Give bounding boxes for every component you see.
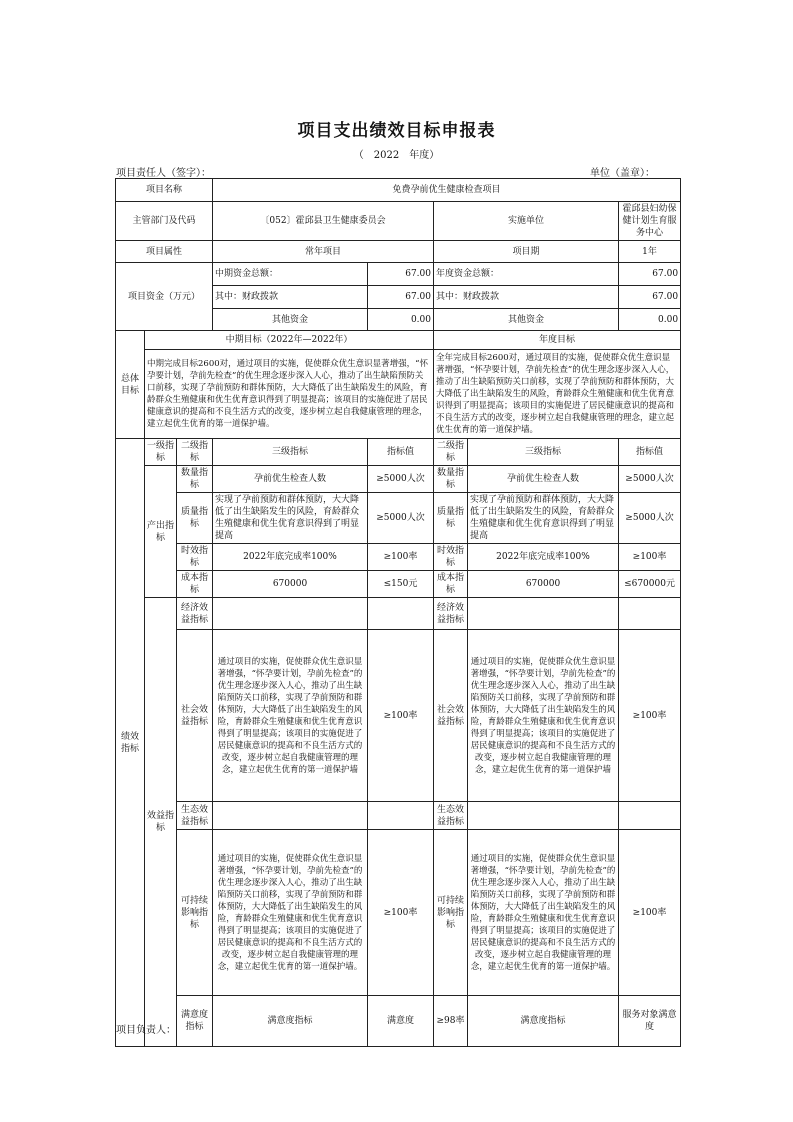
cost-label-year: 成本指标 xyxy=(434,571,468,598)
qty-label-year: 数量指标 xyxy=(434,466,468,493)
year-total-label: 年度资金总额： xyxy=(434,263,619,286)
footer-responsible: 项目负责人： xyxy=(116,1025,176,1036)
eco-label-year: 生态效益指标 xyxy=(434,802,468,830)
mid-qty: 孕前优生检查人数 xyxy=(213,466,368,493)
time-label-year: 时效指标 xyxy=(434,544,468,571)
sustain-label: 可持续影响指标 xyxy=(177,830,213,996)
year-cost: 670000 xyxy=(468,571,619,598)
social-label: 社会效益指标 xyxy=(177,630,213,802)
mid-econ-value xyxy=(368,598,434,630)
qty-label: 数量指标 xyxy=(177,466,213,493)
time-label: 时效指标 xyxy=(177,544,213,571)
dept-value: 〔052〕霍邱县卫生健康委员会 xyxy=(213,202,434,241)
year-sustain-value: ≥100率 xyxy=(619,830,681,996)
satisfaction-label: 满意度指标 xyxy=(177,996,213,1047)
year-fiscal-value: 67.00 xyxy=(619,286,681,309)
header-value: 指标值 xyxy=(368,439,434,466)
mid-total-value: 67.00 xyxy=(368,263,434,286)
mid-time-value: ≥100率 xyxy=(368,544,434,571)
year-time: 2022年底完成率100% xyxy=(468,544,619,571)
header-level2-year: 二级指标 xyxy=(434,439,468,466)
mid-social-value: ≥100率 xyxy=(368,630,434,802)
social-label-year: 社会效益指标 xyxy=(434,630,468,802)
year-other-label: 其他资金 xyxy=(434,309,619,331)
impl-label: 实施单位 xyxy=(434,202,619,241)
cost-label: 成本指标 xyxy=(177,571,213,598)
mid-cost-value: ≤150元 xyxy=(368,571,434,598)
sat-label-year: 满意度指标 xyxy=(468,996,619,1047)
year-quality: 实现了孕前预防和群体预防，大大降低了出生缺陷发生的风险，育龄群众生殖健康和优生优育意识得到了明显提高 xyxy=(468,493,619,544)
mid-quality: 实现了孕前预防和群体预防，大大降低了出生缺陷发生的风险，育龄群众生殖健康和优生优育意识得到了明显提高 xyxy=(213,493,368,544)
year-goal-text: 全年完成目标2600对，通过项目的实施，促使群众优生意识显著增强，“怀孕要计划，孕前先检查”的优生理念逐步深入人心，推动了出生缺陷预防关口前移，实现了孕前预防和群体预防，大大降低了出生缺陷发生的风险，育龄群众生殖健康和优生优育意识得到了明显提高；该项目的实施促进了居民健康意识的提高和不良生活方式的改变，逐步树立起自我健康管理的理念，建立起优生优育的第一道保护墙。 xyxy=(434,350,681,439)
period-label: 项目期 xyxy=(434,241,619,263)
eco-label: 生态效益指标 xyxy=(177,802,213,830)
year-qty: 孕前优生检查人数 xyxy=(468,466,619,493)
funds-label: 项目资金（万元） xyxy=(116,263,213,331)
year-social: 通过项目的实施，促使群众优生意识显著增强，“怀孕要计划，孕前先检查”的优生理念逐步深入人心，推动了出生缺陷预防关口前移，实现了孕前预防和群体预防，大大降低了出生缺陷发生的风险，育龄群众生殖健康和优生优育意识得到了明显提高；该项目的实施促进了居民健康意识的提高和不良生活方式的改变，逐步树立起自我健康管理的理念，建立起优生优育的第一道保护墙 xyxy=(468,630,619,802)
year-eco xyxy=(468,802,619,830)
year-cost-value: ≤670000元 xyxy=(619,571,681,598)
impl-value: 霍邱县妇幼保健计划生育服务中心 xyxy=(619,202,681,241)
output-label: 产出指标 xyxy=(145,466,177,598)
unit-seal-label: 单位（盖章）： xyxy=(590,168,655,179)
sustain-label-year: 可持续影响指标 xyxy=(434,830,468,996)
perf-label: 绩效指标 xyxy=(116,439,145,1047)
mid-other-label: 其他资金 xyxy=(213,309,368,331)
mid-social: 通过项目的实施，促使群众优生意识显著增强，“怀孕要计划，孕前先检查”的优生理念逐步深入人心，推动了出生缺陷预防关口前移，实现了孕前预防和群体预防，大大降低了出生缺陷发生的风险，育龄群众生殖健康和优生优育意识得到了明显提高；该项目的实施促进了居民健康意识的提高和不良生活方式的改变，逐步树立起自我健康管理的理念，建立起优生优育的第一道保护墙 xyxy=(213,630,368,802)
project-name-value: 免费孕前优生健康检查项目 xyxy=(213,179,681,202)
year-econ-value xyxy=(619,598,681,630)
goals-label: 总体目标 xyxy=(116,331,145,439)
mid-sustain-value: ≥100率 xyxy=(368,830,434,996)
year-fiscal-label: 其中：财政拨款 xyxy=(434,286,619,309)
dept-label: 主管部门及代码 xyxy=(116,202,213,241)
performance-form-table xyxy=(115,178,681,1047)
mid-qty-value: ≥5000人次 xyxy=(368,466,434,493)
mid-fiscal-value: 67.00 xyxy=(368,286,434,309)
year-sat: 服务对象满意度 xyxy=(619,996,681,1047)
year-econ xyxy=(468,598,619,630)
responsible-sign-label: 项目责任人（签字）： xyxy=(116,168,211,179)
year-other-value: 0.00 xyxy=(619,309,681,331)
mid-sat-value: ≥98率 xyxy=(434,996,468,1047)
header-level3: 三级指标 xyxy=(213,439,368,466)
year-eco-value xyxy=(619,802,681,830)
mid-eco xyxy=(213,802,368,830)
mid-total-label: 中期资金总额： xyxy=(213,263,368,286)
year-quality-value: ≥5000人次 xyxy=(619,493,681,544)
mid-quality-value: ≥5000人次 xyxy=(368,493,434,544)
year-goal-header: 年度目标 xyxy=(434,331,681,350)
econ-label: 经济效益指标 xyxy=(177,598,213,630)
mid-sustain: 通过项目的实施，促使群众优生意识显著增强，“怀孕要计划，孕前先检查”的优生理念逐步深入人心，推动了出生缺陷预防关口前移，实现了孕前预防和群体预防，大大降低了出生缺陷发生的风险，育龄群众生殖健康和优生优育意识得到了明显提高；该项目的实施促进了居民健康意识的提高和不良生活方式的改变，逐步树立起自我健康管理的理念，建立起优生优育的第一道保护墙。 xyxy=(213,830,368,996)
mid-cost: 670000 xyxy=(213,571,368,598)
header-level3-year: 三级指标 xyxy=(468,439,619,466)
year-time-value: ≥100率 xyxy=(619,544,681,571)
mid-goal-text: 中期完成目标2600对，通过项目的实施，促使群众优生意识显著增强，“怀孕要计划，孕前先检查”的优生理念逐步深入人心，推动了出生缺陷预防关口前移，实现了孕前预防和群体预防，大大降低了出生缺陷发生的风险，育龄群众生殖健康和优生优育意识得到了明显提高；该项目的实施促进了居民健康意识的提高和不良生活方式的改变，逐步树立起自我健康管理的理念，建立起优生优育的第一道保护墙。 xyxy=(145,350,434,439)
attr-label: 项目属性 xyxy=(116,241,213,263)
attr-value: 常年项目 xyxy=(213,241,434,263)
mid-fiscal-label: 其中：财政拨款 xyxy=(213,286,368,309)
econ-label-year: 经济效益指标 xyxy=(434,598,468,630)
year-sustain: 通过项目的实施，促使群众优生意识显著增强，“怀孕要计划，孕前先检查”的优生理念逐步深入人心，推动了出生缺陷预防关口前移，实现了孕前预防和群体预防，大大降低了出生缺陷发生的风险，育龄群众生殖健康和优生优育意识得到了明显提高；该项目的实施促进了居民健康意识的提高和不良生活方式的改变，逐步树立起自我健康管理的理念，建立起优生优育的第一道保护墙。 xyxy=(468,830,619,996)
header-level2: 二级指标 xyxy=(177,439,213,466)
period-value: 1年 xyxy=(619,241,681,263)
mid-time: 2022年底完成率100% xyxy=(213,544,368,571)
project-name-label: 项目名称 xyxy=(116,179,213,202)
mid-eco-value xyxy=(368,802,434,830)
mid-goal-header: 中期目标（2022年—2022年） xyxy=(145,331,434,350)
year-line: （ 2022 年度） xyxy=(353,150,440,161)
mid-sat: 满意度 xyxy=(368,996,434,1047)
sat-label: 满意度指标 xyxy=(213,996,368,1047)
benefit-label: 效益指标 xyxy=(145,598,177,1047)
year-social-value: ≥100率 xyxy=(619,630,681,802)
mid-other-value: 0.00 xyxy=(368,309,434,331)
year-total-value: 67.00 xyxy=(619,263,681,286)
header-value-year: 指标值 xyxy=(619,439,681,466)
quality-label: 质量指标 xyxy=(177,493,213,544)
mid-econ xyxy=(213,598,368,630)
quality-label-year: 质量指标 xyxy=(434,493,468,544)
header-level1: 一级指标 xyxy=(145,439,177,466)
page-title: 项目支出绩效目标申报表 xyxy=(297,121,496,141)
year-qty-value: ≥5000人次 xyxy=(619,466,681,493)
